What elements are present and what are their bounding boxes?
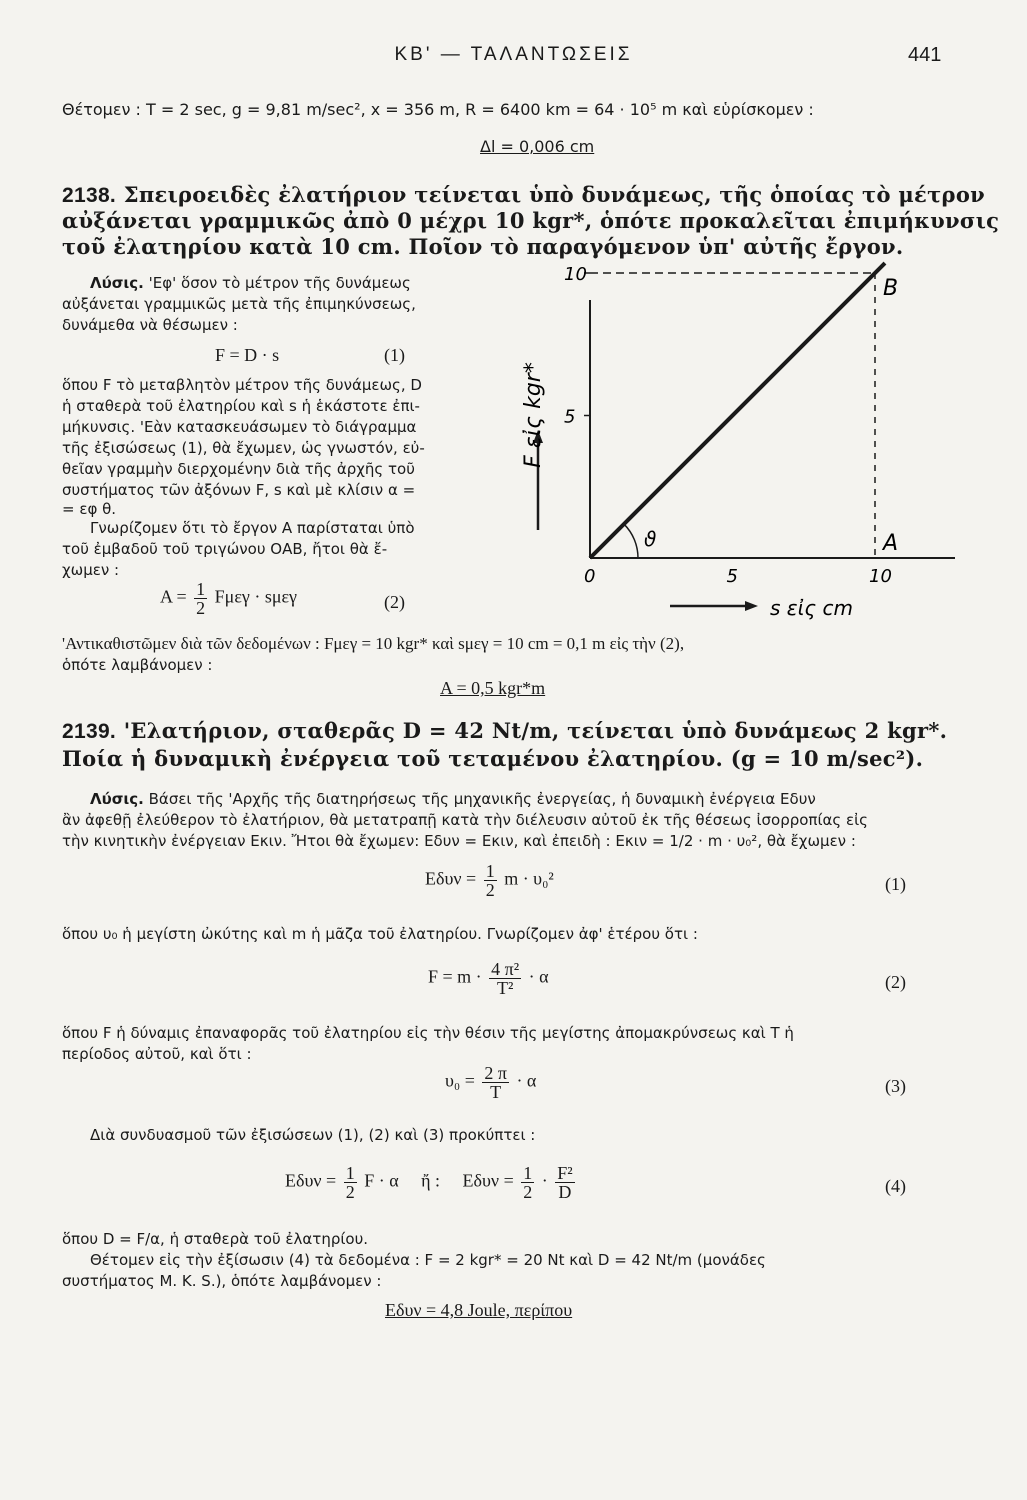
solution-line bbox=[90, 274, 411, 292]
solution-text: χωμεν : bbox=[62, 561, 120, 579]
solution-text: μήκυνσις. 'Εὰν κατασκευάσωμεν τὸ διάγραμμα bbox=[62, 418, 417, 436]
fraction bbox=[482, 1064, 509, 1101]
fraction bbox=[555, 1164, 574, 1201]
problem-text-line: αὐξάνεται γραμμικῶς ἀπὸ 0 μέχρι 10 kgr*, ὁπότε προκαλεῖται ἐπιμήκυνσις bbox=[62, 208, 1000, 233]
solution-text: ὅπου F ἡ δύναμις ἐπαναφορᾶς τοῦ ἐλατηρίου εἰς τὴν θέσιν τῆς μεγίστης ἀπομακρύνσεως καὶ T ἡ bbox=[62, 1024, 794, 1042]
numerator: 4 π² bbox=[491, 959, 520, 979]
solution-text: ἡ σταθερὰ τοῦ ἐλατηρίου καὶ s ἡ ἑκάστοτε ἐπι- bbox=[62, 397, 420, 415]
numerator: 1 bbox=[485, 861, 495, 881]
equation-2 bbox=[160, 580, 297, 617]
numerator: 1 bbox=[196, 579, 206, 599]
denominator: T² bbox=[489, 978, 521, 997]
solution-text: περίοδος αὐτοῦ, καὶ ὅτι : bbox=[62, 1045, 252, 1063]
equation-4 bbox=[285, 1164, 578, 1201]
problem-text-line: 'Ελατήριον, σταθερᾶς D = 42 Nt/m, τείνεται ὑπὸ δυνάμεως 2 kgr*. bbox=[123, 718, 948, 743]
problem-2139-result: Eδυν = 4,8 Joule, περίπου bbox=[385, 1300, 573, 1320]
problem-text-line: Σπειροειδὲς ἐλατήριον τείνεται ὑπὸ δυνάμεως, τῆς ὁποίας τὸ μέτρον bbox=[123, 182, 985, 207]
solution-label: Λύσις. bbox=[90, 790, 144, 808]
eq-lhs: A = bbox=[160, 586, 187, 607]
force-extension-diagram bbox=[500, 264, 970, 630]
series-line bbox=[590, 263, 885, 558]
problem-text-line: Ποία ἡ δυναμικὴ ἐνέργεια τοῦ τεταμένου ἐλατηρίου. (g = 10 m/sec²). bbox=[62, 746, 924, 771]
solution-label: Λύσις. bbox=[90, 274, 144, 292]
solution-text: τὴν κινητικὴν ἐνέργειαν Εκιν. Ἤτοι θὰ ἔχωμεν: Εδυν = Εκιν, καὶ ἐπειδὴ : Εκιν = 1/2 · m · υ₀², θὰ ἔχωμεν : bbox=[62, 832, 856, 850]
equation-number: (2) bbox=[384, 592, 405, 612]
fraction bbox=[489, 960, 521, 997]
equation-1 bbox=[425, 862, 554, 899]
numerator: 1 bbox=[523, 1163, 533, 1183]
solution-text: Βάσει τῆς 'Αρχῆς τῆς διατηρήσεως τῆς μηχανικῆς ἐνεργείας, ἡ δυναμικὴ ἐνέργεια Εδυν bbox=[148, 790, 816, 808]
solution-text: ὅπου υ₀ ἡ μεγίστη ὠκύτης καὶ m ἡ μᾶζα τοῦ ἐλατηρίου. Γνωρίζομεν ἀφ' ἑτέρου ὅτι : bbox=[62, 925, 698, 943]
equation-number: (3) bbox=[885, 1076, 906, 1096]
intro-line: Θέτομεν : T = 2 sec, g = 9,81 m/sec², x = 356 m, R = 6400 km = 64 · 10⁵ m καὶ εὑρίσκομεν : bbox=[62, 100, 814, 119]
problem-text-line: τοῦ ἐλατηρίου κατὰ 10 cm. Ποῖον τὸ παραγόμενον ὑπ' αὐτῆς ἔργον. bbox=[62, 234, 904, 259]
denominator: T bbox=[482, 1082, 509, 1101]
problem-number: 2139. bbox=[62, 720, 117, 743]
solution-line bbox=[90, 790, 816, 808]
eq-lhs: Eδυν = bbox=[425, 868, 477, 889]
angle-label: ϑ bbox=[644, 527, 657, 551]
eq-rhs: Fμεγ · sμεγ bbox=[214, 586, 298, 607]
x-arrowhead bbox=[745, 601, 758, 611]
equation-number: (2) bbox=[885, 972, 906, 992]
solution-text: θεῖαν γραμμὴν διερχομένην διὰ τῆς ἀρχῆς τοῦ bbox=[62, 460, 415, 478]
solution-text: δυνάμεθα νὰ θέσωμεν : bbox=[62, 316, 238, 334]
point-label-b: B bbox=[883, 276, 899, 301]
fraction bbox=[521, 1164, 534, 1201]
problem-2139-heading bbox=[62, 718, 947, 744]
eq-dot: · bbox=[541, 1170, 548, 1191]
solution-text: ὁπότε λαμβάνομεν : bbox=[62, 656, 213, 674]
denominator: 2 bbox=[345, 1182, 355, 1202]
eq-rhs: · α bbox=[528, 966, 549, 987]
solution-text: συστήματος M. K. S.), ὁπότε λαμβάνομεν : bbox=[62, 1272, 382, 1290]
numerator: 1 bbox=[345, 1163, 355, 1183]
fraction bbox=[194, 580, 207, 617]
problem-number: 2138. bbox=[62, 184, 117, 207]
numerator: 2 π bbox=[484, 1063, 507, 1083]
equation-2 bbox=[428, 960, 549, 997]
x-tick-label: 5 bbox=[726, 566, 738, 587]
intro-result: Δl = 0,006 cm bbox=[480, 137, 595, 156]
equation-3 bbox=[445, 1064, 536, 1101]
solution-text: Γνωρίζομεν ὅτι τὸ ἔργον Α παρίσταται ὑπὸ bbox=[90, 519, 415, 537]
solution-text: αὐξάνεται γραμμικῶς μετὰ τῆς ἐπιμηκύνσεως, bbox=[62, 295, 416, 313]
solution-text: 'Αντικαθιστῶμεν διὰ τῶν δεδομένων : Fμεγ = 10 kgr* καὶ sμεγ = 10 cm = 0,1 m εἰς τὴν (2), bbox=[62, 634, 685, 653]
problem-2138-heading bbox=[62, 182, 985, 208]
denominator: 2 bbox=[523, 1182, 533, 1202]
eq-lhs: υ₀ = bbox=[445, 1070, 475, 1091]
equation-number: (1) bbox=[885, 874, 906, 894]
eq-middle: F · α ἤ : Eδυν = bbox=[364, 1170, 514, 1191]
eq-rhs: · α bbox=[516, 1070, 537, 1091]
denominator: 2 bbox=[485, 880, 495, 900]
solution-text: τοῦ ἐμβαδοῦ τοῦ τριγώνου ΟΑΒ, ἤτοι θὰ ἔ- bbox=[62, 540, 388, 558]
point-label-a: A bbox=[883, 531, 899, 556]
page-number: 441 bbox=[908, 44, 942, 66]
y-axis-label: F εἰς kgr* bbox=[521, 362, 546, 468]
numerator: F² bbox=[557, 1163, 573, 1183]
solution-text: ἂν ἀφεθῇ ἐλεύθερον τὸ ἐλατήριον, θὰ μετατραπῇ κατὰ τὴν διέλευσιν αὐτοῦ ἐκ τῆς θέσεως ἰσορροπίας εἰς bbox=[62, 811, 868, 829]
eq-rhs: m · υ₀² bbox=[504, 868, 554, 889]
solution-text: συστήματος τῶν ἀξόνων F, s καὶ μὲ κλίσιν α = bbox=[62, 481, 416, 499]
solution-text: ὅπου F τὸ μεταβλητὸν μέτρον τῆς δυνάμεως, D bbox=[62, 376, 422, 394]
solution-text: = εφ θ. bbox=[62, 500, 117, 518]
solution-text: ὅπου D = F/α, ἡ σταθερὰ τοῦ ἐλατηρίου. bbox=[62, 1230, 369, 1248]
solution-text: τῆς ἐξισώσεως (1), θὰ ἔχωμεν, ὡς γνωστόν, εὐ- bbox=[62, 439, 425, 457]
denominator: D bbox=[555, 1182, 574, 1201]
problem-2138-result: A = 0,5 kgr*m bbox=[440, 678, 546, 698]
eq-lhs: Eδυν = bbox=[285, 1170, 337, 1191]
x-tick-label: 0 bbox=[584, 566, 596, 587]
x-tick-label: 10 bbox=[869, 566, 892, 587]
y-tick-label: 5 bbox=[564, 406, 576, 428]
equation-number: (1) bbox=[384, 345, 405, 365]
solution-text: 'Εφ' ὅσον τὸ μέτρον τῆς δυνάμεως bbox=[148, 274, 411, 292]
x-axis-label: s εἰς cm bbox=[770, 596, 853, 620]
denominator: 2 bbox=[196, 598, 206, 618]
fraction bbox=[344, 1164, 357, 1201]
equation-1: F = D · s bbox=[215, 345, 280, 365]
solution-text: Διὰ συνδυασμοῦ τῶν ἐξισώσεων (1), (2) καὶ (3) προκύπτει : bbox=[90, 1126, 536, 1144]
angle-arc bbox=[624, 524, 638, 558]
fraction bbox=[484, 862, 497, 899]
solution-text: Θέτομεν εἰς τὴν ἐξίσωσιν (4) τὰ δεδομένα : F = 2 kgr* = 20 Nt καὶ D = 42 Nt/m (μονάδες bbox=[90, 1251, 766, 1269]
equation-number: (4) bbox=[885, 1176, 906, 1196]
eq-lhs: F = m · bbox=[428, 966, 482, 987]
y-tick-label: 10 bbox=[564, 264, 587, 285]
running-header: ΚΒ' — ΤΑΛΑΝΤΩΣΕΙΣ bbox=[394, 44, 633, 65]
